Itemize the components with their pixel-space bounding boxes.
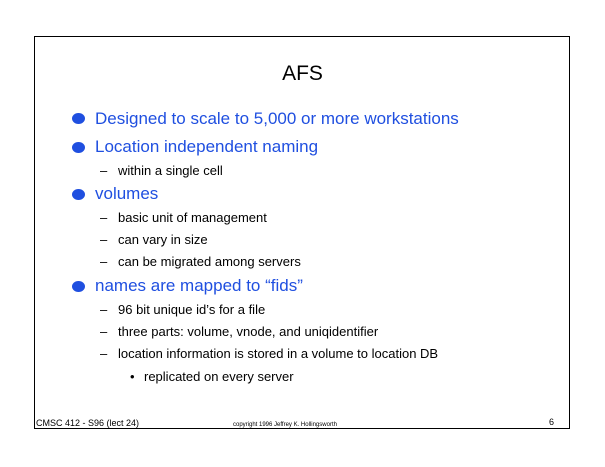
sub-bullet-item <box>100 346 438 362</box>
dash-mark: – <box>100 232 108 247</box>
sub-bullet-item <box>100 254 301 270</box>
page-number: 6 <box>549 417 555 427</box>
sub-bullet-label: can be migrated among servers <box>118 254 301 269</box>
sub-bullet-label: basic unit of management <box>118 210 267 225</box>
bullet-dot-icon <box>72 281 85 292</box>
bullet-item: Designed to scale to 5,000 or more workstations <box>95 109 459 128</box>
footer-course: CMSC 412 - S96 (lect 24) <box>36 418 140 428</box>
footer-copyright: copyright 1996 Jeffrey K. Hollingsworth <box>233 422 337 428</box>
sub-bullet-label: 96 bit unique id’s for a file <box>118 302 266 317</box>
dash-mark: – <box>100 346 108 361</box>
bullet-item: volumes <box>95 184 159 203</box>
sub-sub-bullet-label: replicated on every server <box>144 369 294 384</box>
sub-bullet-label: location information is stored in a volume to location DB <box>118 346 439 361</box>
bullet-dot-icon <box>72 142 85 153</box>
sub-bullet-item <box>100 324 378 340</box>
sub-bullet-item <box>100 232 208 248</box>
dot-mark: • <box>130 369 135 384</box>
sub-bullet-item <box>100 302 265 318</box>
sub-sub-bullet-item <box>130 369 294 385</box>
bullet-item: Location independent naming <box>95 137 319 156</box>
bullet-dot-icon <box>72 113 85 124</box>
sub-bullet-item <box>100 163 223 179</box>
bullet-item: names are mapped to “fids” <box>95 276 303 295</box>
bullet-dot-icon <box>72 189 85 200</box>
sub-bullet-label: within a single cell <box>118 163 223 178</box>
dash-mark: – <box>100 302 108 317</box>
sub-bullet-item <box>100 210 267 226</box>
dash-mark: – <box>100 324 108 339</box>
dash-mark: – <box>100 210 108 225</box>
slide-title: AFS <box>282 62 323 85</box>
sub-bullet-label: can vary in size <box>118 232 208 247</box>
dash-mark: – <box>100 163 108 178</box>
sub-bullet-label: three parts: volume, vnode, and uniqidentifier <box>118 324 379 339</box>
dash-mark: – <box>100 254 108 269</box>
